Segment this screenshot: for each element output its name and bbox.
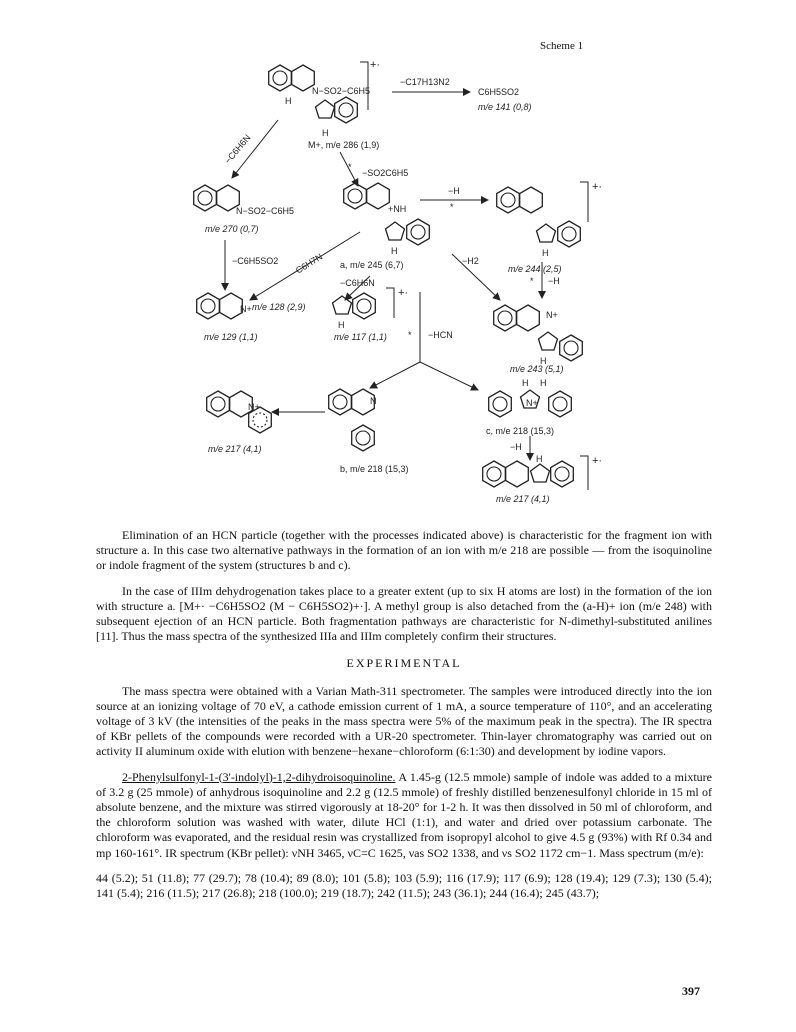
ion-243-mz: m/e 243 (5,1) xyxy=(510,364,564,374)
paragraph-mass-spectrum-values: 44 (5.2); 51 (11.8); 77 (29.7); 78 (10.4); 89 (8.0); 101 (5.8); 103 (5.9); 116 (17.9); 117 (6.9); 128 (19.4); 129 (7.3); 130 (5.4); 141 (5.4); 216 (11.5); 217 (26.8); 218 (100.0); 219 (18.7); 242 (11.5); 243 (36.1); 244 (16.4); 245 (43.7); xyxy=(96,870,712,901)
ion-243-n-label: N+ xyxy=(546,310,558,320)
ion-c-n-label: N+ xyxy=(526,398,538,408)
ion-129-mz: m/e 129 (1,1) xyxy=(204,332,258,342)
ion-243-h-label: H xyxy=(540,356,547,366)
section-heading-experimental: EXPERIMENTAL xyxy=(346,656,462,671)
ion-128-mz: m/e 128 (2,9) xyxy=(252,302,306,312)
parent-sulfonyl-label: N−SO2−C6H5 xyxy=(312,86,371,96)
star-4: * xyxy=(408,330,412,340)
parent-radical-cation: +· xyxy=(370,59,381,71)
ion-117-h-label: H xyxy=(338,320,345,330)
ion-a-h-label: H xyxy=(391,246,398,256)
ion-141-formula: C6H5SO2 xyxy=(478,87,520,97)
paragraph-methods: The mass spectra were obtained with a Varian Math-311 spectrometer. The samples were introduced directly into the ion source at an ionizing voltage of 70 eV, a cathode emission current of 1 mA, a source temperature of 110°, and an accelerating voltage of 3 kV (the intensities of the peaks in the mass spectra were 5% of the maximum peak in the spectra). The IR spectra of KBr pellets of the compounds were recorded with a UR-20 spectrometer. Thin-layer chromatography was carried out on activity II aluminum oxide with elution with benzene−hexane−chloroform (6:1:30) and development by iodine vapors. xyxy=(96,683,712,759)
ion-b-n-label: N xyxy=(370,396,377,406)
loss-c6h6n-label: −C6H6N xyxy=(222,132,253,166)
ion-117-mz: m/e 117 (1,1) xyxy=(334,332,387,342)
ion-244-structure xyxy=(497,187,581,247)
ion-a-mz: a, m/e 245 (6,7) xyxy=(340,260,404,270)
star-2: * xyxy=(450,202,454,212)
loss-so2c6h5-label: −SO2C6H5 xyxy=(362,168,409,178)
loss-c6h7n-label: −C6H7N xyxy=(289,251,325,279)
ion-117-structure xyxy=(333,293,376,319)
arrow-to-ion-c xyxy=(420,362,478,390)
top-loss-label: −C17H13N2 xyxy=(400,77,450,87)
parent-nh-label: H xyxy=(322,128,329,138)
arrow-to-ion-b xyxy=(370,362,420,388)
loss-h2-label: −H2 xyxy=(462,256,479,266)
ion-217-left-n-label: N+ xyxy=(248,402,260,412)
fragmentation-scheme xyxy=(0,0,796,510)
page-number: 397 xyxy=(682,984,700,998)
ion-217-right-h-label: H xyxy=(536,454,543,464)
ion-217-right-charge: +· xyxy=(592,455,603,467)
ion-c-mz: c, m/e 218 (15,3) xyxy=(486,426,555,436)
ion-117-charge: +· xyxy=(398,287,409,299)
synthesis-text: A 1.45-g (12.5 mmole) sample of indole was added to a mixture of 3.2 g (25 mmole) of anhydrous isoquinoline and 2.2 g (12.5 mmole) of freshly distilled benzenesulfonyl chloride in 15 ml of absolute benzene, and the mixture was stirred vigorously at 18-20° for 1-2 h. It was then dissolved in 50 ml of chloroform, and the chloroform solution was washed with water, dilute HCl (1:1), and water and dried over potassium carbonate. The chloroform was evaporated, and the residual resin was crystallized from isopropyl alcohol to give 4.5 g (93%) with Rf 0.34 and mp 160-161°. IR spectrum (KBr pellet): νNH 3465, νC=C 1625, νas SO2 1338, and νs SO2 1172 cm−1. Mass spectrum (m/e): xyxy=(96,769,712,860)
paragraph-iiim: In the case of IIIm dehydrogenation takes place to a greater extent (up to six H atoms are lost) in the formation of the ion with structure a. [M+· −C6H5SO2 (M − C6H5SO2)+·]. A methyl group is also detached from the (a-H)+ ion (m/e 248) with subsequent ejection of an HCN particle. Both fragmentation pathways are characteristic for N-dimethyl-substituted anilines [11]. Thus the mass spectra of the synthesized IIIa and IIIm completely confirm their structures. xyxy=(96,583,712,644)
ion-128-structure xyxy=(197,293,243,319)
loss-h-c-label: −H xyxy=(510,442,522,452)
compound-title: 2-Phenylsulfonyl-1-(3'-indolyl)-1,2-dihydroisoquinoline. xyxy=(122,769,396,784)
ion-217-left-mz: m/e 217 (4,1) xyxy=(208,444,262,454)
ion-217-right-mz: m/e 217 (4,1) xyxy=(496,494,550,504)
loss-hcn-label: −HCN xyxy=(428,330,453,340)
ion-243-structure xyxy=(494,305,583,361)
loss-c6h6n-b-label: −C6H6N xyxy=(340,278,375,288)
ion-b-structure xyxy=(329,389,375,451)
ion-217-right-structure xyxy=(483,461,574,487)
scheme-label: Scheme 1 xyxy=(540,40,584,52)
star-3: * xyxy=(530,276,534,286)
parent-m-ion-label: M+, m/e 286 (1,9) xyxy=(308,140,380,150)
paragraph-synthesis xyxy=(96,770,712,861)
parent-h-label: H xyxy=(285,96,292,106)
star-1: * xyxy=(348,162,352,172)
ion-270-group: N−SO2−C6H5 xyxy=(236,206,295,216)
ion-270-structure xyxy=(194,185,240,211)
ion-141-mz: m/e 141 (0,8) xyxy=(478,102,532,112)
ion-a-structure xyxy=(344,183,430,245)
article-body xyxy=(96,528,712,911)
ion-270-mz: m/e 270 (0,7) xyxy=(205,224,259,234)
loss-c6h5so2-label: −C6H5SO2 xyxy=(232,256,279,266)
ion-b-mz: b, m/e 218 (15,3) xyxy=(340,464,409,474)
paragraph-hcn-elimination: Elimination of an HCN particle (together with the processes indicated above) is characteristic for the fragment ion with structure a. In this case two alternative pathways in the formation of an ion with m/e 218 are possible — from the isoquinoline or indole fragment of the system (structures b and c). xyxy=(96,528,712,573)
loss-h-label: −H xyxy=(448,186,460,196)
ion-244-h-label: H xyxy=(542,248,549,258)
ion-217-left-structure xyxy=(207,391,272,433)
ion-244-mz: m/e 244 (2,5) xyxy=(508,264,562,274)
ion-c-h-labels-2: H xyxy=(540,378,547,388)
ion-a-nh-label: +NH xyxy=(388,204,407,214)
ion-c-h-labels: H xyxy=(522,378,529,388)
loss-h-244-label: −H xyxy=(548,276,560,286)
ion-244-charge: +· xyxy=(592,181,603,193)
ion-128-n-label: N+ xyxy=(240,304,252,314)
